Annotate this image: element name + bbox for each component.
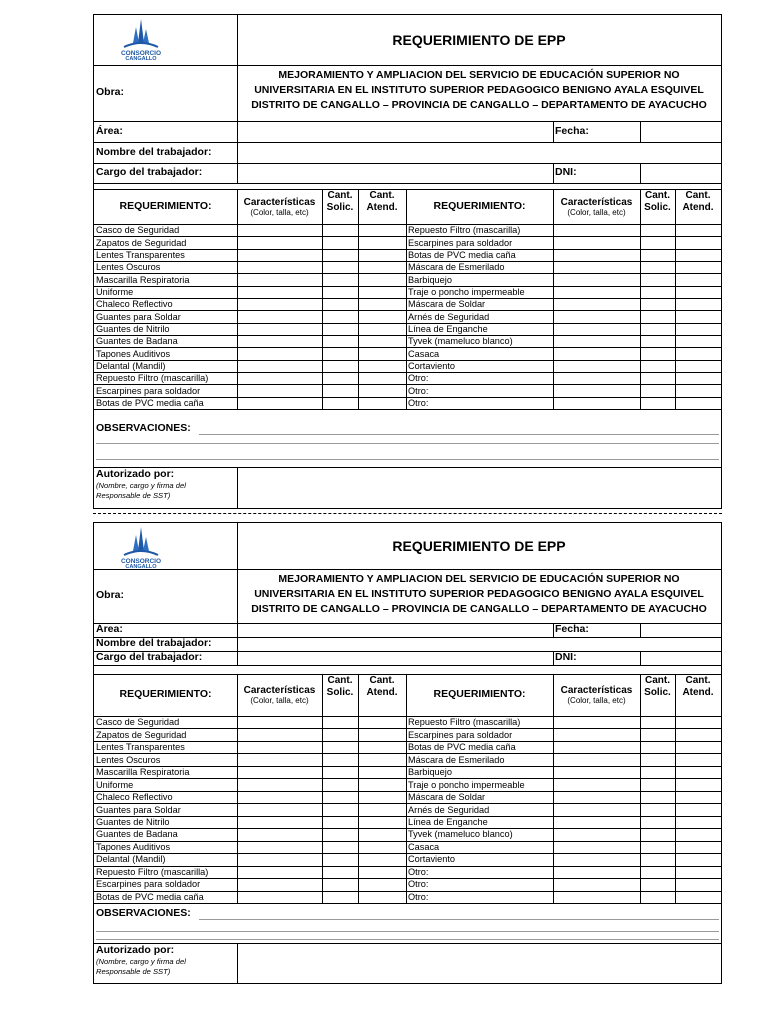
tower-icon: [106, 525, 176, 559]
tower-icon: [106, 17, 176, 51]
table-row-right: Traje o poncho impermeable: [408, 779, 525, 790]
caracteristicas-title: Características: [243, 685, 316, 696]
table-row-right: Arnés de Seguridad: [408, 804, 490, 815]
autorizado-label: Autorizado por:: [96, 944, 175, 956]
caracteristicas-subtitle: (Color, talla, etc): [250, 207, 309, 217]
table-col-divider: [322, 189, 323, 409]
cargo-label: Cargo del trabajador:: [96, 651, 203, 663]
table-row-right: Botas de PVC media caña: [408, 742, 516, 753]
cant-line2: Solic.: [644, 687, 671, 698]
table-row-right: Cortaviento: [408, 360, 455, 371]
table-col-divider: [640, 674, 641, 903]
obra-description: [237, 68, 721, 113]
cant-line1: Cant.: [685, 190, 711, 201]
area-label: Área:: [96, 623, 123, 635]
table-row-right: Tyvek (mameluco blanco): [408, 829, 513, 840]
table-row-right: Escarpines para soldador: [408, 729, 513, 740]
area-field[interactable]: [238, 122, 552, 141]
form-title: REQUERIMIENTO DE EPP: [392, 32, 566, 48]
table-row-left: Uniforme: [96, 286, 134, 297]
table-row-right: Línea de Enganche: [408, 816, 488, 827]
table-col-divider: [675, 189, 676, 409]
caracteristicas-title: Características: [243, 196, 316, 208]
nombre-field[interactable]: [238, 143, 720, 162]
table-col-divider: [358, 189, 359, 409]
table-row-right: Otro:: [408, 866, 429, 877]
table-row-left: Escarpines para soldador: [96, 879, 201, 890]
table-col-divider: [553, 189, 554, 409]
info-row-divider: [94, 665, 721, 666]
table-row-right: Otro:: [408, 385, 429, 396]
observaciones-line[interactable]: [199, 919, 719, 920]
cant-atend-header-left: [358, 675, 406, 699]
obra-line: UNIVERSITARIA EN EL INSTITUTO SUPERIOR PEDAGOGICO BENIGNO AYALA ESQUIVEL: [254, 588, 704, 600]
requerimiento-header-left: REQUERIMIENTO:: [119, 688, 212, 700]
fecha-label: Fecha:: [555, 623, 589, 635]
caracteristicas-title: Características: [560, 685, 633, 696]
caracteristicas-header-right: [553, 197, 640, 217]
company-logo: [106, 525, 176, 571]
cut-line-divider: [93, 513, 722, 514]
header-divider: [94, 65, 721, 66]
autorizado-label: Autorizado por:: [96, 468, 175, 480]
cant-line1: Cant.: [369, 675, 395, 686]
table-header-top: [94, 189, 721, 190]
obra-line: MEJORAMIENTO Y AMPLIACION DEL SERVICIO DE EDUCACIÓN SUPERIOR NO: [278, 69, 680, 81]
table-row-right: Otro:: [408, 879, 429, 890]
table-row-left: Guantes de Badana: [96, 829, 178, 840]
obra-label: Obra:: [96, 86, 125, 98]
requerimiento-header-right: REQUERIMIENTO:: [433, 199, 526, 212]
form-title: REQUERIMIENTO DE EPP: [392, 538, 566, 554]
table-row-right: Repuesto Filtro (mascarilla): [408, 717, 521, 728]
fecha-label: Fecha:: [555, 124, 589, 137]
info-row-divider: [94, 183, 721, 184]
table-row-left: Repuesto Filtro (mascarilla): [96, 866, 209, 877]
autorizado-note: (Nombre, cargo y firma del: [96, 481, 186, 490]
obra-line: MEJORAMIENTO Y AMPLIACION DEL SERVICIO DE EDUCACIÓN SUPERIOR NO: [278, 573, 680, 585]
cant-line2: Atend.: [366, 687, 398, 698]
table-row-right: Máscara de Soldar: [408, 792, 486, 803]
caracteristicas-subtitle: (Color, talla, etc): [250, 696, 309, 705]
info-col-divider: [553, 623, 554, 637]
table-col-divider: [553, 674, 554, 903]
autorizado-signature-field[interactable]: [238, 468, 720, 507]
obra-label: Obra:: [96, 589, 125, 601]
table-row-line: [94, 903, 721, 904]
table-row-right: Escarpines para soldador: [408, 237, 513, 248]
cant-line2: Atend.: [682, 202, 714, 213]
logo-text-cangallo: CANGALLO: [125, 56, 157, 62]
table-row-right: Otro:: [408, 373, 429, 384]
table-row-left: Guantes para Soldar: [96, 311, 181, 322]
caracteristicas-header-right: [553, 685, 640, 705]
table-header-top: [94, 674, 721, 675]
table-row-left: Botas de PVC media caña: [96, 891, 204, 902]
cant-line1: Cant.: [645, 675, 670, 686]
cant-line1: Cant.: [685, 675, 711, 686]
table-row-right: Línea de Enganche: [408, 323, 488, 334]
table-row-left: Chaleco Reflectivo: [96, 792, 173, 803]
obra-line: DISTRITO DE CANGALLO – PROVINCIA DE CANGALLO – DEPARTAMENTO DE AYACUCHO: [251, 603, 707, 615]
table-row-left: Mascarilla Respiratoria: [96, 767, 190, 778]
cant-solic-header-left: [322, 190, 358, 214]
cant-atend-header-left: [358, 190, 406, 214]
table-row-left: Lentes Transparentes: [96, 249, 185, 260]
area-label: Área:: [96, 124, 123, 137]
caracteristicas-subtitle: (Color, talla, etc): [567, 207, 626, 217]
requerimiento-header-right: REQUERIMIENTO:: [433, 688, 526, 700]
cant-solic-header-right: [640, 675, 675, 699]
table-row-right: Otro:: [408, 397, 429, 408]
dni-label: DNI:: [555, 651, 577, 663]
table-col-divider: [358, 674, 359, 903]
obra-description: [237, 572, 721, 617]
cant-solic-header-left: [322, 675, 358, 699]
area-field[interactable]: [238, 624, 552, 636]
cargo-label: Cargo del trabajador:: [96, 166, 203, 178]
table-row-left: Uniforme: [96, 779, 134, 790]
table-row-left: Casco de Seguridad: [96, 225, 180, 236]
caracteristicas-subtitle: (Color, talla, etc): [567, 696, 626, 705]
table-row-left: Tapones Auditivos: [96, 841, 171, 852]
table-row-left: Guantes de Nitrilo: [96, 323, 170, 334]
logo-text-consorcio: CONSORCIO: [120, 50, 162, 57]
requerimiento-header-left: REQUERIMIENTO:: [119, 199, 212, 212]
epp-request-form-2: [93, 522, 722, 984]
table-row-right: Máscara de Esmerilado: [408, 754, 505, 765]
caracteristicas-header-left: [237, 685, 322, 705]
observaciones-label: OBSERVACIONES:: [96, 907, 191, 919]
cant-line2: Solic.: [644, 202, 671, 213]
cargo-field[interactable]: [238, 652, 552, 664]
cant-line1: Cant.: [645, 190, 670, 201]
cant-atend-header-right: [675, 190, 721, 214]
autorizado-note: (Nombre, cargo y firma del: [96, 957, 186, 966]
table-row-right: Máscara de Soldar: [408, 299, 486, 310]
table-row-right: Traje o poncho impermeable: [408, 286, 525, 297]
observaciones-label: OBSERVACIONES:: [96, 422, 191, 434]
logo-text-consorcio: CONSORCIO: [120, 558, 162, 565]
table-row-right: Máscara de Esmerilado: [408, 262, 505, 273]
table-row-line: [94, 409, 721, 410]
table-col-divider: [640, 189, 641, 409]
obra-line: DISTRITO DE CANGALLO – PROVINCIA DE CANGALLO – DEPARTAMENTO DE AYACUCHO: [251, 99, 707, 111]
table-row-left: Zapatos de Seguridad: [96, 729, 187, 740]
table-col-divider: [237, 674, 238, 903]
table-row-left: Casco de Seguridad: [96, 717, 180, 728]
table-row-right: Barbiquejo: [408, 274, 452, 285]
table-row-left: Botas de PVC media caña: [96, 397, 204, 408]
table-row-left: Escarpines para soldador: [96, 385, 201, 396]
cant-line1: Cant.: [327, 190, 353, 201]
table-row-left: Repuesto Filtro (mascarilla): [96, 373, 209, 384]
header-divider: [94, 569, 721, 570]
table-col-divider: [406, 674, 407, 903]
table-row-right: Casaca: [408, 841, 440, 852]
observaciones-line[interactable]: [199, 434, 719, 435]
logo-text-cangallo: CANGALLO: [125, 564, 157, 570]
autorizado-note: Responsable de SST): [96, 967, 171, 976]
table-row-left: Tapones Auditivos: [96, 348, 171, 359]
table-row-left: Lentes Transparentes: [96, 742, 185, 753]
table-row-left: Lentes Oscuros: [96, 754, 161, 765]
dni-label: DNI:: [555, 166, 577, 178]
caracteristicas-title: Características: [560, 196, 633, 208]
table-row-left: Lentes Oscuros: [96, 262, 161, 273]
obra-line: UNIVERSITARIA EN EL INSTITUTO SUPERIOR PEDAGOGICO BENIGNO AYALA ESQUIVEL: [254, 84, 704, 96]
nombre-label: Nombre del trabajador:: [96, 637, 212, 649]
fecha-field[interactable]: [641, 122, 720, 141]
table-row-right: Barbiquejo: [408, 767, 452, 778]
table-row-right: Repuesto Filtro (mascarilla): [408, 225, 521, 236]
cant-line1: Cant.: [369, 190, 395, 201]
nombre-field[interactable]: [238, 638, 720, 650]
table-col-divider: [322, 674, 323, 903]
table-row-right: Otro:: [408, 891, 429, 902]
table-row-left: Chaleco Reflectivo: [96, 299, 173, 310]
table-col-divider: [406, 189, 407, 409]
cant-line2: Solic.: [326, 687, 354, 698]
table-col-divider: [675, 674, 676, 903]
fecha-field[interactable]: [641, 624, 720, 636]
cant-line1: Cant.: [327, 675, 353, 686]
cant-solic-header-right: [640, 190, 675, 214]
table-col-divider: [237, 189, 238, 409]
info-col-divider: [553, 121, 554, 142]
observaciones-line[interactable]: [96, 459, 719, 460]
table-row-left: Mascarilla Respiratoria: [96, 274, 190, 285]
table-row-left: Delantal (Mandil): [96, 360, 166, 371]
table-row-left: Zapatos de Seguridad: [96, 237, 187, 248]
dni-field[interactable]: [641, 164, 720, 182]
autorizado-signature-field[interactable]: [238, 944, 720, 982]
table-row-left: Guantes para Soldar: [96, 804, 181, 815]
table-row-right: Casaca: [408, 348, 440, 359]
caracteristicas-header-left: [237, 197, 322, 217]
cant-atend-header-right: [675, 675, 721, 699]
nombre-label: Nombre del trabajador:: [96, 145, 212, 158]
table-row-right: Tyvek (mameluco blanco): [408, 336, 513, 347]
table-row-right: Cortaviento: [408, 854, 455, 865]
info-col-divider: [553, 163, 554, 183]
observaciones-line[interactable]: [96, 939, 719, 940]
table-row-right: Botas de PVC media caña: [408, 249, 516, 260]
table-row-left: Delantal (Mandil): [96, 854, 166, 865]
dni-field[interactable]: [641, 652, 720, 664]
company-logo: [106, 17, 176, 63]
epp-request-form-1: [93, 14, 722, 509]
cant-line2: Solic.: [326, 202, 354, 213]
cargo-field[interactable]: [238, 164, 552, 182]
table-row-right: Arnés de Seguridad: [408, 311, 490, 322]
cant-line2: Atend.: [682, 687, 714, 698]
cant-line2: Atend.: [366, 202, 398, 213]
table-row-left: Guantes de Nitrilo: [96, 816, 170, 827]
autorizado-note: Responsable de SST): [96, 491, 171, 500]
info-col-divider: [553, 651, 554, 665]
observaciones-line[interactable]: [96, 931, 719, 932]
observaciones-line[interactable]: [96, 443, 719, 444]
table-row-left: Guantes de Badana: [96, 336, 178, 347]
